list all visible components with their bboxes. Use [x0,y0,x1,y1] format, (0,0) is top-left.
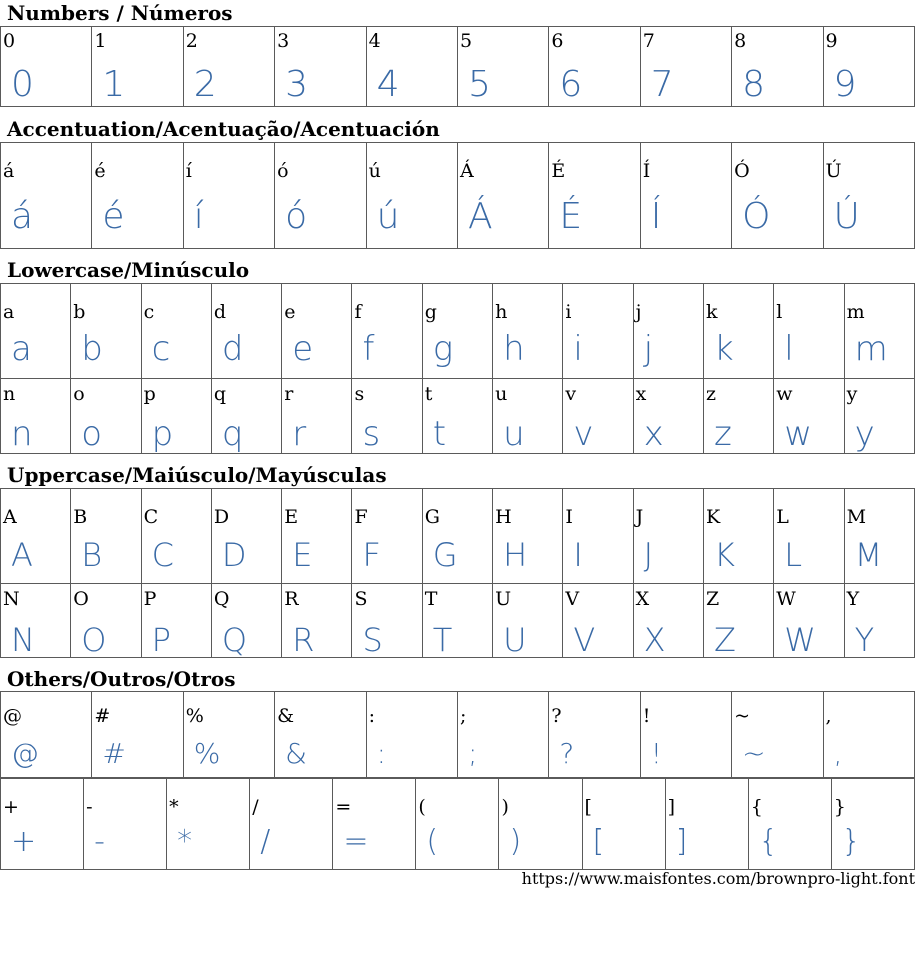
glyph-label: b [73,301,86,323]
glyph-label: Z [705,588,720,610]
glyph-cell [422,489,492,584]
glyph-label: / [252,796,259,818]
glyph-sample: Z [713,621,736,658]
glyph-label: g [424,301,437,323]
glyph-cell [92,143,183,249]
glyph-cell [703,489,773,584]
glyph-label: Ó [734,160,750,182]
glyph-sample: é [102,196,125,237]
glyph-label: ? [551,705,562,727]
footer-url[interactable]: https://www.maisfontes.com/brownpro-light.font [521,869,915,888]
glyph-label: ! [642,705,651,727]
glyph-sample: g [432,329,454,369]
glyph-label: V [565,588,580,610]
glyph-label: [ [584,796,592,818]
glyph-sample: h [503,329,525,369]
glyph-cell [633,379,703,454]
glyph-label: á [3,160,15,182]
glyph-sample: : [376,737,386,770]
glyph-label: m [846,301,865,323]
glyph-label: R [284,588,299,610]
glyph-label: { [750,796,763,818]
glyph-label: O [73,588,89,610]
glyph-cell [167,779,250,870]
glyph-label: o [73,383,85,405]
glyph-cell [493,584,563,658]
glyph-label: 6 [551,30,564,52]
glyph-cell [352,379,422,454]
glyph-sample: 0 [11,64,34,105]
glyph-label: W [776,588,796,610]
glyph-sample: P [151,621,171,658]
glyph-cell [84,779,167,870]
glyph-cell [141,584,211,658]
glyph-cell [366,692,457,778]
glyph-label: 4 [368,30,381,52]
glyph-sample: ~ [742,737,766,770]
glyph-sample: ; [467,737,478,770]
glyph-sample: B [81,536,103,574]
glyph-cell [732,692,823,778]
glyph-cell [549,143,640,249]
glyph-sample: 4 [376,64,400,105]
glyph-label: * [169,796,179,818]
glyph-cell [275,27,366,107]
glyph-sample: [ [592,824,605,859]
glyph-sample: T [432,621,453,658]
glyph-cell [563,489,633,584]
glyph-label: Q [213,588,230,610]
glyph-label: A [3,506,17,528]
glyph-label: 3 [277,30,290,52]
others-grid-row1 [0,691,915,778]
glyph-sample: X [643,621,666,658]
glyph-cell [823,27,914,107]
glyph-sample: 5 [467,64,491,105]
glyph-sample: a [11,329,32,369]
glyph-cell [366,27,457,107]
glyph-sample: A [11,536,33,574]
glyph-label: = [335,796,352,818]
glyph-cell [563,284,633,379]
glyph-sample: 6 [559,64,583,105]
glyph-label: Í [642,160,651,182]
glyph-label: } [833,796,846,818]
glyph-cell [640,27,731,107]
glyph-sample: q [221,414,244,454]
glyph-cell [493,379,563,454]
glyph-label: h [495,301,508,323]
glyph-cell [563,379,633,454]
glyph-cell [493,489,563,584]
glyph-cell [633,284,703,379]
glyph-cell [183,27,274,107]
glyph-cell [640,692,731,778]
glyph-cell [582,779,665,870]
glyph-cell [493,284,563,379]
glyph-label: D [213,506,230,528]
glyph-cell [1,692,92,778]
glyph-sample: Q [221,621,248,658]
glyph-label: p [143,383,156,405]
glyph-sample: ] [675,824,688,859]
glyph-cell [275,143,366,249]
glyph-label: L [776,506,789,528]
glyph-cell [748,779,831,870]
glyph-label: w [776,383,793,405]
glyph-label: 5 [459,30,473,52]
glyph-label: 7 [642,30,655,52]
glyph-cell [774,489,844,584]
glyph-cell [282,379,352,454]
glyph-cell [549,692,640,778]
glyph-sample: k [713,329,734,369]
glyph-label: 9 [825,30,838,52]
glyph-sample: * [177,824,193,859]
glyph-cell [141,489,211,584]
glyph-label: Á [459,160,474,182]
glyph-label: c [143,301,155,323]
glyph-label: P [143,588,157,610]
glyph-label: l [776,301,783,323]
numbers-grid [0,26,915,107]
glyph-sample: L [784,536,803,574]
glyph-label: & [277,705,295,727]
glyph-cell [250,779,333,870]
glyph-cell [499,779,582,870]
glyph-sample: u [503,414,525,454]
glyph-label: E [284,506,299,528]
glyph-sample: Á [467,196,493,237]
glyph-sample: & [285,737,308,770]
glyph-label: 1 [94,30,107,52]
glyph-sample: ( [426,824,439,859]
glyph-label: 0 [3,30,16,52]
glyph-sample: w [784,414,813,454]
glyph-cell [282,584,352,658]
glyph-cell [1,779,84,870]
glyph-sample: U [503,621,527,658]
glyph-label: q [213,383,227,405]
glyph-cell [844,489,914,584]
glyph-label: u [495,383,508,405]
glyph-label: j [635,301,642,323]
glyph-label: , [825,705,832,727]
glyph-sample: v [573,414,594,454]
glyph-sample: ! [650,737,662,770]
glyph-sample: G [432,536,458,574]
glyph-label: X [635,588,650,610]
glyph-sample: y [854,414,875,454]
glyph-label: a [3,301,15,323]
glyph-label: N [3,588,20,610]
glyph-sample: x [643,414,664,454]
glyph-sample: + [11,824,37,859]
glyph-sample: á [11,196,34,237]
glyph-sample: O [81,621,107,658]
glyph-cell [1,143,92,249]
glyph-cell [183,143,274,249]
section-title-accents: Accentuation/Acentuação/Acentuación [7,117,440,141]
glyph-sample: 7 [650,64,674,105]
glyph-label: t [424,383,433,405]
glyph-sample: 9 [833,64,857,105]
glyph-label: S [354,588,368,610]
glyph-cell [1,27,92,107]
glyph-label: U [495,588,512,610]
glyph-label: K [705,506,721,528]
glyph-sample: J [643,536,654,574]
glyph-cell [422,584,492,658]
glyph-sample: % [193,737,221,770]
glyph-label: Y [846,588,860,610]
glyph-label: z [705,383,716,405]
glyph-sample: - [94,824,105,859]
glyph-label: T [424,588,438,610]
glyph-sample: I [573,536,583,574]
glyph-label: s [354,383,365,405]
glyph-label: I [565,506,573,528]
glyph-sample: 1 [102,64,126,105]
glyph-sample: Y [854,621,875,658]
glyph-cell [774,379,844,454]
glyph-sample: d [221,329,244,369]
glyph-cell [457,692,548,778]
glyph-cell [275,692,366,778]
glyph-label: : [368,705,375,727]
glyph-cell [352,284,422,379]
glyph-cell [457,143,548,249]
glyph-sample: Í [650,196,662,237]
glyph-sample: Ú [833,196,860,237]
glyph-cell [732,27,823,107]
glyph-sample: ? [559,737,575,770]
glyph-label: F [354,506,368,528]
glyph-cell [774,284,844,379]
glyph-cell [563,584,633,658]
glyph-sample: { [758,824,778,859]
glyph-cell [1,489,71,584]
glyph-label: í [185,160,192,182]
glyph-sample: @ [11,737,39,770]
glyph-label: ó [277,160,289,182]
glyph-label: É [551,160,566,182]
glyph-sample: i [573,329,583,369]
glyph-cell [823,143,914,249]
glyph-cell [211,584,281,658]
glyph-sample: H [503,536,528,574]
glyph-cell [633,584,703,658]
glyph-cell [633,489,703,584]
glyph-sample: s [362,414,381,454]
lowercase-grid [0,283,915,454]
glyph-sample: D [221,536,247,574]
glyph-label: v [565,383,577,405]
glyph-label: ú [368,160,381,182]
glyph-cell [71,489,141,584]
glyph-cell [831,779,914,870]
glyph-sample: f [362,329,375,369]
glyph-cell [333,779,416,870]
glyph-label: + [3,796,19,818]
glyph-cell [211,489,281,584]
glyph-label: 8 [734,30,747,52]
section-title-others: Others/Outros/Otros [7,667,236,691]
glyph-sample: ) [509,824,522,859]
glyph-cell [211,284,281,379]
glyph-label: 2 [185,30,198,52]
glyph-cell [422,284,492,379]
glyph-cell [141,379,211,454]
glyph-sample: É [559,196,583,237]
section-title-uppercase: Uppercase/Maiúsculo/Mayúsculas [7,463,387,487]
glyph-cell [366,143,457,249]
glyph-sample: l [784,329,794,369]
glyph-label: ) [501,796,509,818]
glyph-sample: 2 [193,64,217,105]
glyph-sample: r [292,414,307,454]
glyph-sample: K [713,536,735,574]
glyph-cell [1,284,71,379]
glyph-label: d [213,301,227,323]
glyph-label: é [94,160,106,182]
glyph-label: r [284,383,294,405]
glyph-cell [183,692,274,778]
glyph-label: # [94,705,111,727]
glyph-sample: n [11,414,33,454]
glyph-cell [71,379,141,454]
glyph-sample: = [343,824,369,859]
glyph-sample: 8 [742,64,766,105]
section-title-lowercase: Lowercase/Minúsculo [7,258,250,282]
glyph-sample: V [573,621,596,658]
glyph-cell [703,284,773,379]
accents-grid [0,142,915,249]
glyph-sample: N [11,621,35,658]
glyph-sample: # [102,737,126,770]
glyph-sample: , [833,737,843,770]
glyph-label: i [565,301,572,323]
glyph-sample: ó [285,196,308,237]
glyph-cell [211,379,281,454]
glyph-sample: c [151,329,171,369]
glyph-sample: C [151,536,174,574]
glyph-sample: b [81,329,103,369]
glyph-label: f [354,301,362,323]
glyph-cell [71,284,141,379]
glyph-sample: z [713,414,732,454]
glyph-label: M [846,506,867,528]
glyph-cell [92,27,183,107]
glyph-cell [844,379,914,454]
glyph-label: % [185,705,204,727]
glyph-label: B [73,506,88,528]
glyph-label: G [424,506,440,528]
glyph-label: x [635,383,647,405]
glyph-label: ] [667,796,676,818]
glyph-sample: F [362,536,381,574]
uppercase-grid [0,488,915,658]
glyph-sample: S [362,621,383,658]
glyph-cell [844,584,914,658]
glyph-cell [282,284,352,379]
glyph-sample: t [432,414,447,454]
glyph-cell [457,27,548,107]
others-grid-row2 [0,778,915,870]
glyph-cell [352,489,422,584]
glyph-cell [703,584,773,658]
glyph-cell [732,143,823,249]
glyph-label: C [143,506,159,528]
glyph-sample: o [81,414,103,454]
glyph-sample: ú [376,196,400,237]
glyph-cell [823,692,914,778]
glyph-sample: Ó [742,196,771,237]
glyph-cell [549,27,640,107]
glyph-sample: m [854,329,888,369]
glyph-cell [141,284,211,379]
glyph-cell [665,779,748,870]
glyph-label: H [495,506,512,528]
glyph-sample: W [784,621,816,658]
glyph-cell [92,692,183,778]
glyph-label: ; [459,705,467,727]
glyph-cell [71,584,141,658]
glyph-label: Ú [825,160,842,182]
glyph-label: - [86,796,93,818]
glyph-label: e [284,301,296,323]
glyph-label: J [635,506,644,528]
glyph-cell [844,284,914,379]
glyph-sample: R [292,621,315,658]
glyph-label: k [705,301,718,323]
glyph-label: y [846,383,858,405]
section-title-numbers: Numbers / Números [7,1,233,25]
glyph-label: ~ [734,705,751,727]
glyph-label: n [3,383,16,405]
glyph-sample: e [292,329,314,369]
glyph-cell [422,379,492,454]
glyph-cell [1,379,71,454]
glyph-sample: í [193,196,204,237]
glyph-sample: } [841,824,861,859]
glyph-cell [774,584,844,658]
glyph-sample: M [854,536,883,574]
glyph-label: ( [418,796,426,818]
glyph-cell [1,584,71,658]
glyph-sample: p [151,414,174,454]
glyph-sample: 3 [285,64,309,105]
glyph-label: @ [3,705,22,727]
glyph-sample: E [292,536,313,574]
glyph-cell [416,779,499,870]
glyph-sample: j [643,329,654,369]
glyph-cell [282,489,352,584]
glyph-cell [352,584,422,658]
glyph-cell [640,143,731,249]
glyph-sample: / [260,824,271,859]
glyph-cell [703,379,773,454]
